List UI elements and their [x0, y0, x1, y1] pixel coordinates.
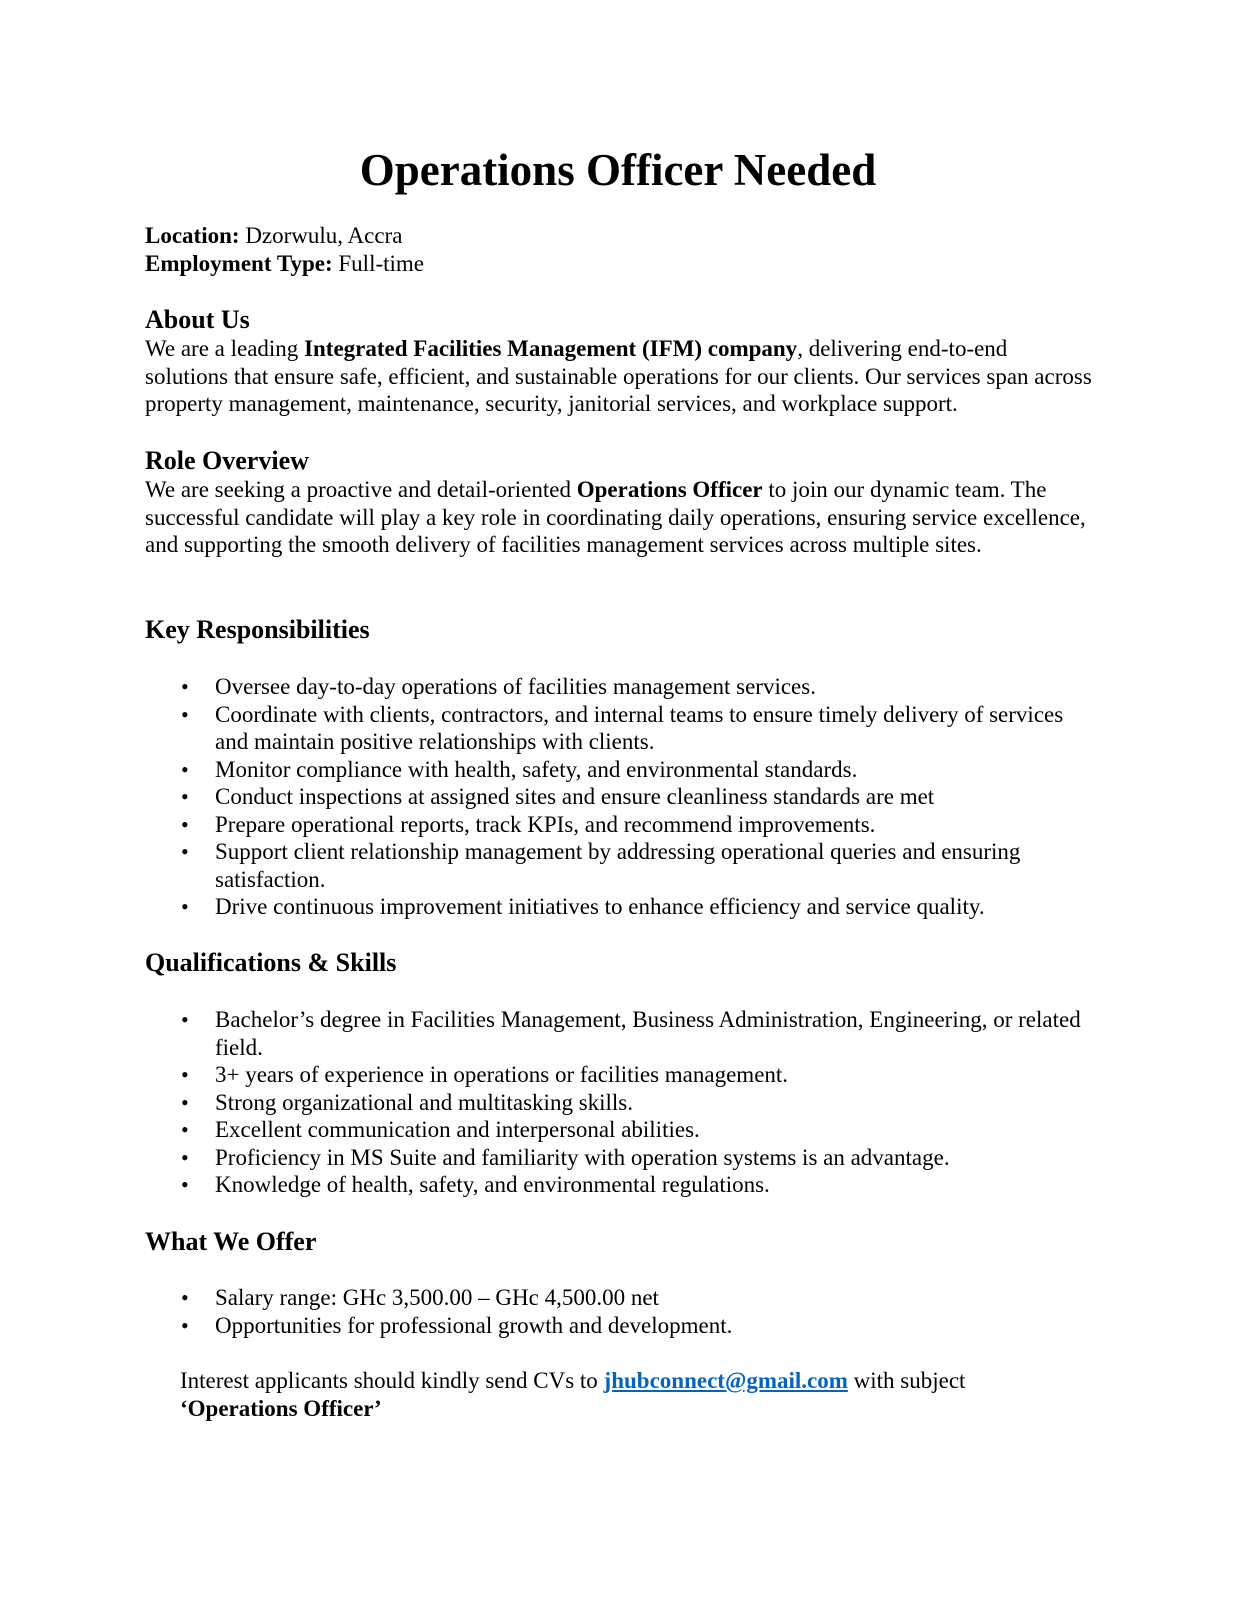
email-subject: ‘Operations Officer’: [180, 1396, 382, 1421]
page-title: Operations Officer Needed: [359, 145, 877, 195]
list-item: • Strong organizational and multitasking skills.: [215, 1089, 1085, 1117]
job-meta: [145, 222, 424, 278]
list-item: • Knowledge of health, safety, and environmental regulations.: [215, 1171, 1085, 1199]
list-item: • Drive continuous improvement initiatives to enhance efficiency and service quality.: [215, 893, 1085, 921]
list-item: • Monitor compliance with health, safety, and environmental standards.: [215, 756, 1085, 784]
offer-list: [215, 1284, 1085, 1339]
employment-type-line: [145, 250, 424, 278]
location-label: Location:: [145, 223, 240, 248]
list-item: • Bachelor’s degree in Facilities Management, Business Administration, Engineering, or related field.: [215, 1006, 1085, 1061]
role-overview-heading: Role Overview: [145, 446, 309, 475]
location-line: [145, 222, 424, 250]
about-text-start: We are a leading: [145, 336, 305, 361]
role-text-end: to join our dynamic team. The successful candidate will play a key role in coordinating daily operations, ensuring service excellence, and supporting the smooth delivery of facilities management services across multiple sites.: [145, 477, 1086, 557]
list-item: • Proficiency in MS Suite and familiarity with operation systems is an advantage.: [215, 1144, 1085, 1172]
qualifications-heading: Qualifications & Skills: [145, 948, 397, 977]
employment-type-label: Employment Type:: [145, 251, 333, 276]
list-item: • Oversee day-to-day operations of facilities management services.: [215, 673, 1085, 701]
responsibilities-list: [215, 673, 1085, 921]
email-link[interactable]: jhubconnect@gmail.com: [603, 1368, 848, 1393]
role-text-start: We are seeking a proactive and detail-oriented: [145, 477, 577, 502]
role-overview-paragraph: [145, 476, 1095, 559]
cta-text-middle: with subject: [847, 1368, 966, 1393]
what-we-offer-heading: What We Offer: [145, 1227, 317, 1256]
list-item: • Opportunities for professional growth and development.: [215, 1312, 1085, 1340]
about-text-end: , delivering end-to-end solutions that ensure safe, efficient, and sustainable operations for our clients. Our services span across property management, maintenance, security, janitorial services, and workplace support.: [145, 336, 1092, 416]
cta-text-start: Interest applicants should kindly send CVs to: [180, 1368, 604, 1393]
employment-type-value: Full-time: [338, 251, 425, 276]
about-paragraph: [145, 335, 1095, 418]
list-item: • Coordinate with clients, contractors, and internal teams to ensure timely delivery of services and maintain positive relationships with clients.: [215, 701, 1085, 756]
application-instructions: [180, 1367, 1080, 1423]
location-value: Dzorwulu, Accra: [245, 223, 403, 248]
about-heading: About Us: [145, 305, 250, 334]
list-item: • Conduct inspections at assigned sites and ensure cleanliness standards are met: [215, 783, 1085, 811]
role-title-bold: Operations Officer: [576, 477, 763, 502]
about-company-name: Integrated Facilities Management (IFM) company: [304, 336, 798, 361]
list-item: • Prepare operational reports, track KPIs, and recommend improvements.: [215, 811, 1085, 839]
key-responsibilities-heading: Key Responsibilities: [145, 615, 370, 644]
list-item: • 3+ years of experience in operations or facilities management.: [215, 1061, 1085, 1089]
list-item: • Salary range: GHc 3,500.00 – GHc 4,500.00 net: [215, 1284, 1085, 1312]
list-item: • Support client relationship management by addressing operational queries and ensuring satisfaction.: [215, 838, 1085, 893]
list-item: • Excellent communication and interpersonal abilities.: [215, 1116, 1085, 1144]
qualifications-list: [215, 1006, 1085, 1199]
